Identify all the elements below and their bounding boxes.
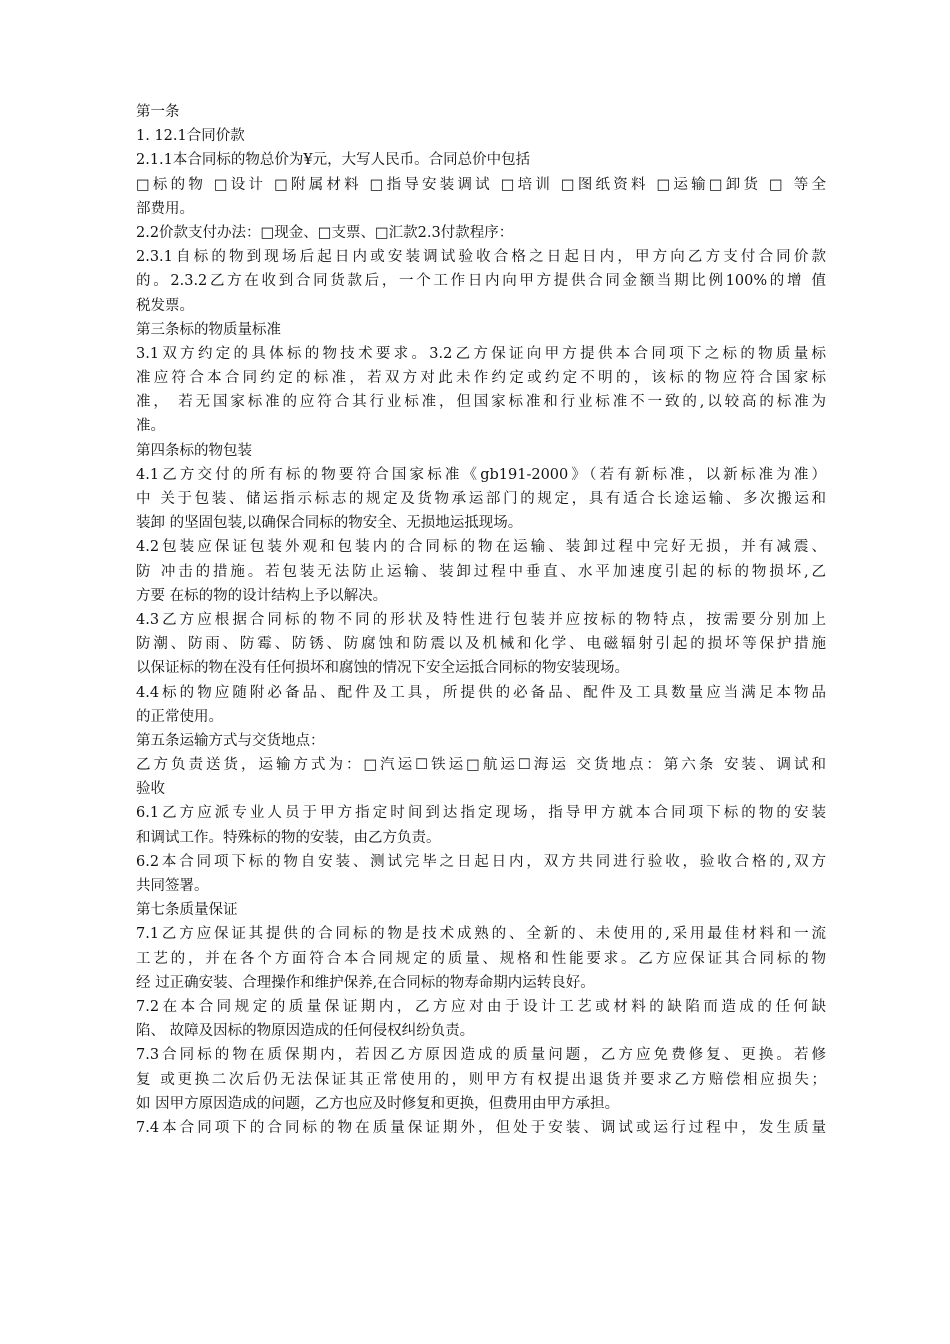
heading-article-3: 第三条标的物质量标准: [136, 321, 281, 338]
transport-options-line: 乙方负责送货，运输方式为：□汽运☐铁运□航运☐海运 交货地点：第六条 安装、调试和: [136, 757, 826, 774]
heading-article-7: 第七条质量保证: [136, 902, 238, 919]
clause-line: 1. 12.1合同价款: [136, 128, 245, 145]
clause-line: 税发票。: [136, 297, 194, 314]
clause-line: 工艺的，并在各个方面符合本合同规定的质量、规格和性能要求。乙方应保证其合同标的物: [136, 950, 826, 967]
clause-line: 共同签署。: [136, 878, 209, 894]
clause-line: 6.2本合同项下标的物自安装、测试完毕之日起日内，双方共同进行验收，验收合格的,双方: [136, 853, 826, 870]
clause-line: 3.1双方约定的具体标的物技术要求。3.2乙方保证向甲方提供本合同项下之标的物质量标: [136, 345, 826, 362]
document-body: [136, 100, 826, 1140]
clause-line: 中 关于包装、储运指示标志的规定及货物承运部门的规定，具有适合长途运输、多次搬运和: [136, 491, 826, 507]
clause-line: 如 因甲方原因造成的问题，乙方也应及时修复和更换，但费用由甲方承担。: [136, 1095, 620, 1112]
clause-line: 装卸 的坚固包装,以确保合同标的物安全、无损地运抵现场。: [136, 515, 523, 532]
clause-line: 的正常使用。: [136, 708, 223, 725]
clause-line: 以保证标的物在没有任何损坏和腐蚀的情况下安全运抵合同标的物安装现场。: [136, 660, 629, 677]
clause-line: 4.3乙方应根据合同标的物不同的形状及特性进行包装并应按标的物特点，按需要分别加上: [136, 611, 826, 628]
clause-line: 2.3.1自标的物到现场后起日内或安装调试验收合格之日起日内，甲方向乙方支付合同价款: [136, 249, 826, 266]
clause-line: 经 过正确安装、合理操作和维护保养,在合同标的物寿命期内运转良好。: [136, 974, 595, 991]
clause-line: 准。: [136, 418, 165, 435]
clause-line: 准， 若无国家标准的应符合其行业标准，但国家标准和行业标准不一致的,以较高的标准为: [136, 394, 826, 411]
clause-line: 7.3合同标的物在质保期内，若因乙方原因造成的质量问题，乙方应免费修复、更换。若修: [136, 1047, 826, 1064]
payment-method-line: 2.2价款支付办法：□现金、□支票、□汇款2.3付款程序：: [136, 224, 514, 241]
heading-article-5: 第五条运输方式与交货地点：: [136, 732, 325, 749]
clause-line: 陷、 故障及因标的物原因造成的任何侵权纠纷负责。: [136, 1023, 475, 1040]
clause-line: 防 冲击的措施。若包装无法防止运输、装卸过程中垂直、水平加速度引起的标的物损坏,乙: [136, 563, 826, 580]
clause-line: 4.4标的物应随附必备品、配件及工具，所提供的必备品、配件及工具数量应当满足本物品: [136, 684, 826, 701]
clause-line: 和调试工作。特殊标的物的安装，由乙方负责。: [136, 829, 441, 846]
clause-line: 验收: [136, 781, 165, 798]
clause-line: 7.2在本合同规定的质量保证期内，乙方应对由于设计工艺或材料的缺陷而造成的任何缺: [136, 998, 826, 1015]
clause-line: 防潮、防雨、防霉、防锈、防腐蚀和防震以及机械和化学、电磁辐射引起的损坏等保护措施: [136, 636, 826, 653]
clause-line: 4.2包装应保证包装外观和包装内的合同标的物在运输、装卸过程中完好无损，并有减震、: [136, 539, 826, 556]
clause-line: 部费用。: [136, 200, 194, 217]
clause-line: 2.1.1本合同标的物总价为¥元，大写人民币。合同总价中包括: [136, 152, 531, 169]
clause-line: 7.1乙方应保证其提供的合同标的物是技术成熟的、全新的、未使用的,采用最佳材料和一流: [136, 926, 826, 943]
clause-line: 复 或更换二次后仍无法保证其正常使用的，则甲方有权提出退货并要求乙方赔偿相应损失；: [136, 1071, 826, 1088]
clause-line: 的。2.3.2乙方在收到合同货款后，一个工作日内向甲方提供合同金额当期比例100%的增 值: [136, 273, 826, 290]
clause-line: 6.1乙方应派专业人员于甲方指定时间到达指定现场，指导甲方就本合同项下标的物的安装: [136, 805, 826, 822]
heading-article-4: 第四条标的物包装: [136, 442, 252, 459]
clause-line: 7.4本合同项下的合同标的物在质量保证期外，但处于安装、调试或运行过程中，发生质量: [136, 1119, 826, 1136]
clause-line: 4.1乙方交付的所有标的物要符合国家标准《gb191-2000》（若有新标准，以新标准为准）: [136, 466, 826, 483]
checkbox-options-line: □标的物 □设计 □附属材料 □指导安装调试 □培训 □图纸资料 □运输□卸货 □ 等全: [136, 176, 826, 193]
heading-article-1: 第一条: [136, 104, 180, 120]
clause-line: 准应符合本合同约定的标准，若双方对此未作约定或约定不明的，该标的物应符合国家标: [136, 370, 826, 387]
clause-line: 方要 在标的物的设计结构上予以解决。: [136, 587, 388, 604]
